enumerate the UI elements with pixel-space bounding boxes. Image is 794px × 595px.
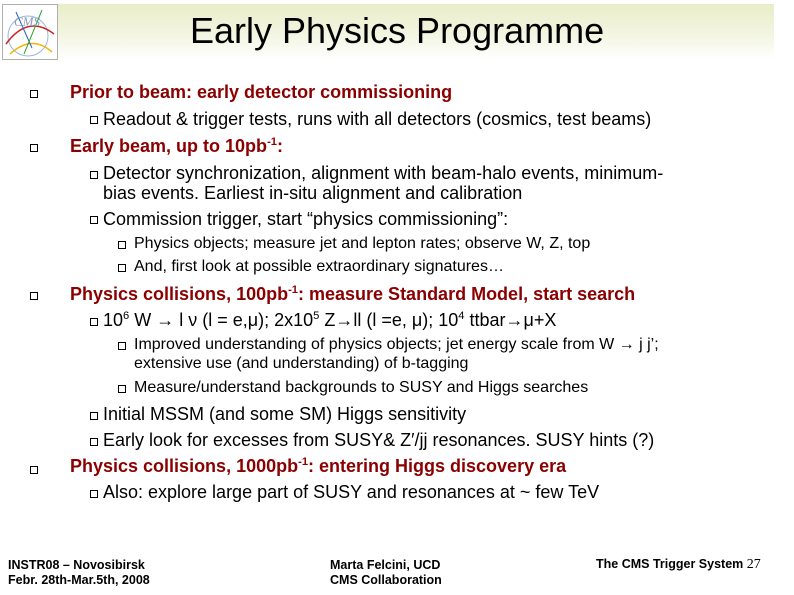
bullet-icon [30, 144, 38, 152]
bullet-icon [118, 342, 126, 350]
bullet-icon [118, 264, 126, 272]
section3-item1: $10^6$ W → l ν (l = e,μ); $2x10^5$ Z→ll (l =e, μ); $10^4$ ttbar→μ+X [103, 310, 557, 330]
bullet-icon [118, 385, 126, 393]
footer-conference [8, 558, 150, 588]
cms-logo [2, 4, 58, 60]
bullet-icon [90, 216, 98, 224]
logo-text: CMS [14, 14, 40, 29]
bullet-icon [30, 292, 38, 300]
section3-detail1-line2: extensive use (and understanding) of b-tagging [134, 355, 469, 372]
section4-heading: Physics collisions, $1000pb^{-1}$: entering Higgs discovery era [70, 456, 567, 476]
bullet-icon [90, 171, 98, 179]
section2-item1-line2: bias events. Earliest in-situ alignment and calibration [103, 183, 523, 203]
section2-heading: Early beam, up to $10pb^{-1}$: [70, 136, 283, 156]
bullet-icon [90, 318, 98, 326]
section3-heading: Physics collisions, $100pb^{-1}$: measure Standard Model, start search [70, 284, 636, 304]
footer-conference-name: INSTR08 – Novosibirsk [8, 558, 145, 572]
footer-author [330, 558, 442, 588]
bullet-icon [90, 116, 98, 124]
bullet-icon [90, 412, 98, 420]
bullet-icon [118, 241, 126, 249]
footer-author-name: Marta Felcini, UCD [330, 558, 441, 572]
section3-item3: Early look for excesses from SUSY& Z′/jj resonances. SUSY hints (?) [103, 430, 655, 450]
page-number: 27 [746, 557, 761, 572]
footer-talk-title: The CMS Trigger System 27 [596, 557, 761, 572]
bullet-icon [30, 90, 38, 98]
section1-heading: Prior to beam: early detector commissioning [70, 82, 453, 102]
section3-detail2: Measure/understand backgrounds to SUSY and Higgs searches [134, 379, 589, 396]
section2-item2: Commission trigger, start “physics commissioning”: [103, 209, 509, 229]
bullet-icon [30, 466, 38, 474]
bullet-icon [90, 490, 98, 498]
section2-detail2: And, first look at possible extraordinary signatures… [134, 258, 504, 275]
footer-collaboration: CMS Collaboration [330, 573, 442, 587]
section3-item2: Initial MSSM (and some SM) Higgs sensitivity [103, 404, 467, 424]
slide-title: Early Physics Programme [190, 10, 605, 51]
section4-item1: Also: explore large part of SUSY and resonances at ~ few TeV [103, 482, 600, 502]
section3-detail1-line1: Improved understanding of physics objects; jet energy scale from W → j j’; [134, 336, 659, 353]
section1-item1: Readout & trigger tests, runs with all detectors (cosmics, test beams) [103, 109, 652, 129]
bullet-icon [90, 438, 98, 446]
section2-detail1: Physics objects; measure jet and lepton rates; observe W, Z, top [134, 235, 591, 252]
section2-item1-line1: Detector synchronization, alignment with beam-halo events, minimum- [103, 163, 664, 183]
footer-conference-dates: Febr. 28th-Mar.5th, 2008 [8, 573, 150, 587]
